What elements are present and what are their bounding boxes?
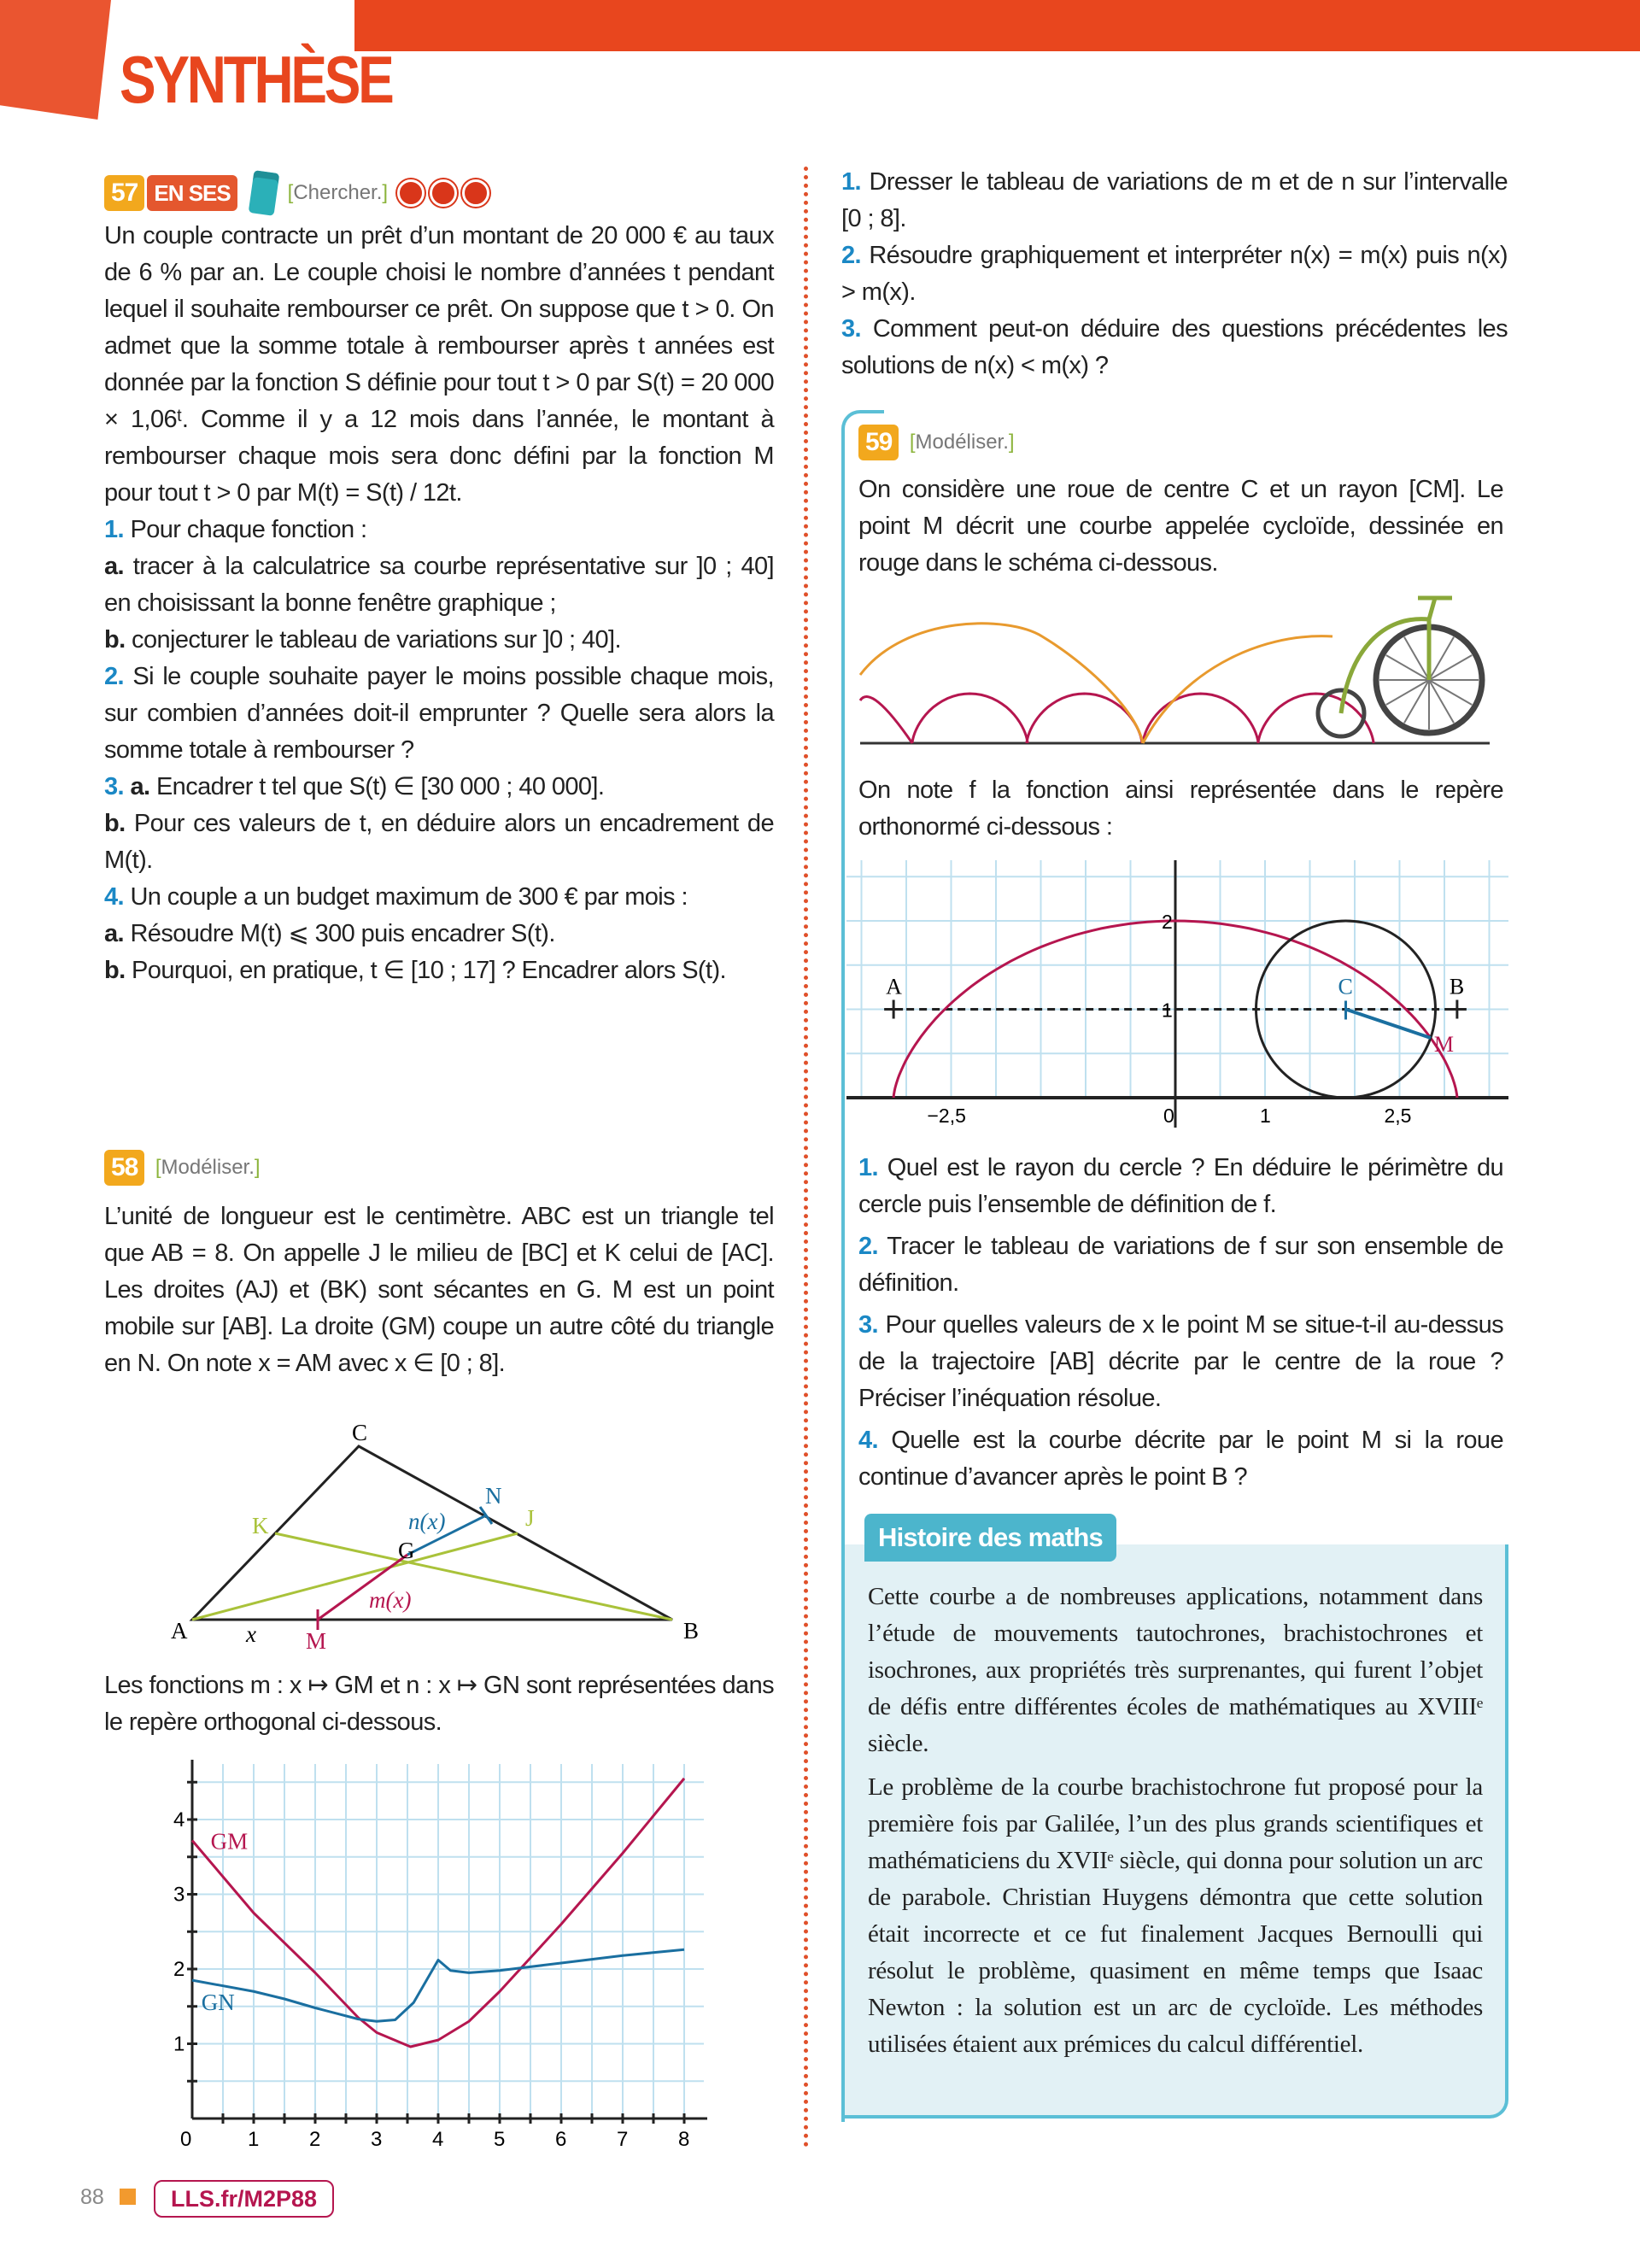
red-cycloid-arch (1258, 694, 1374, 743)
lls-link[interactable]: LLS.fr/M2P88 (154, 2180, 334, 2218)
x-tick-label: 5 (494, 2128, 506, 2151)
red-cycloid-arch (1143, 694, 1258, 743)
label-mx: m(x) (369, 1587, 412, 1613)
x-tick-label: −2,5 (927, 1105, 966, 1127)
label-b: B (1449, 974, 1465, 999)
series-label-gm: GM (210, 1828, 249, 1855)
question-number: 3. (858, 1311, 878, 1339)
cycloid-bicycle-illustration (860, 598, 1490, 743)
orange-cycloid-arch (860, 624, 1143, 743)
question-number: 4. (858, 1427, 878, 1454)
question-text: Quelle est la courbe décrite par le point M si la roue continue d’avancer après le point B ? (858, 1427, 1503, 1491)
question-number: 1. (858, 1154, 878, 1181)
label-b: B (683, 1618, 700, 1644)
subquestion-letter: b. (104, 810, 126, 837)
y-tick-label: 1 (1162, 999, 1173, 1022)
x-tick-label: 0 (1163, 1105, 1174, 1127)
x-tick-label: 6 (555, 2128, 567, 2151)
question-number: 2. (841, 242, 861, 269)
x-tick-label: 8 (678, 2128, 690, 2151)
exercise-57-header: 57 EN SES [Chercher.] (104, 172, 489, 214)
x-tick-label: 3 (371, 2128, 383, 2151)
question-text: Pour ces valeurs de t, en déduire alors un encadrement de M(t). (104, 810, 774, 874)
label-x: x (246, 1621, 256, 1647)
label-a: A (171, 1618, 188, 1644)
x-tick-label: 4 (432, 2128, 444, 2151)
page-number: 88 (80, 2185, 104, 2209)
question-text: Pour chaque fonction : (130, 516, 367, 543)
label-c: C (352, 1420, 368, 1445)
y-tick-label: 2 (1162, 911, 1173, 933)
question-text: Tracer le tableau de variations de f sur son ensemble de définition. (858, 1233, 1503, 1297)
label-a: A (886, 974, 902, 999)
question-text: tracer à la calculatrice sa courbe représentative sur ]0 ; 40] en choisissant la bonne fenêtre graphique ; (104, 553, 774, 617)
y-tick-label: 3 (173, 1883, 185, 1907)
exercise-59-header: 59 [Modéliser.] (858, 425, 1015, 460)
cycloid-graph (846, 860, 1508, 1128)
question-number: 2. (104, 663, 124, 690)
question-text: Un couple a un budget maximum de 300 € par mois : (130, 883, 688, 911)
label-j: J (525, 1505, 535, 1531)
series-label-gn: GN (201, 1990, 235, 2016)
subquestion-letter: a. (104, 553, 124, 580)
y-tick-label: 4 (173, 1808, 185, 1831)
question-text: Quel est le rayon du cercle ? En déduire le périmètre du cercle puis l’ensemble de définition de f. (858, 1154, 1503, 1218)
y-tick-label: 1 (173, 2032, 185, 2056)
skill-label: Modéliser. (161, 1156, 255, 1179)
orange-cycloid-arch (1143, 636, 1332, 743)
question-text: conjecturer le tableau de variations sur ]0 ; 40]. (132, 626, 621, 653)
x-tick-label: 7 (617, 2128, 629, 2151)
x-tick-label: 1 (1260, 1105, 1271, 1127)
skill-label: Modéliser. (915, 431, 1009, 454)
question-text: Résoudre graphiquement et interpréter n(x) = m(x) puis n(x) > m(x). (841, 242, 1508, 306)
exercise-number: 57 (104, 175, 144, 211)
skill-label: Chercher. (293, 181, 383, 204)
question-text: Pour quelles valeurs de x le point M se situe-t-il au-dessus de la trajectoire [AB] décrite par le centre de la roue ? Préciser l’inéquation résolue. (858, 1311, 1503, 1412)
question-text: Résoudre M(t) ⩽ 300 puis encadrer S(t). (130, 920, 555, 947)
y-tick-label: 2 (173, 1958, 185, 1981)
exercise-number: 58 (104, 1150, 144, 1186)
exercise-59-intro: On considère une roue de centre C et un rayon [CM]. Le point M décrit une courbe appelée cycloïde, dessinée en rouge dans le schéma ci-dessous. (858, 476, 1503, 577)
question-text: Encadrer t tel que S(t) ∈ [30 000 ; 40 000]. (155, 773, 605, 800)
subquestion-letter: b. (104, 957, 126, 984)
label-nx: n(x) (408, 1509, 446, 1534)
question-number: 2. (858, 1233, 878, 1260)
subquestion-letter: a. (130, 773, 150, 800)
question-text: Pourquoi, en pratique, t ∈ [10 ; 17] ? Encadrer alors S(t). (132, 957, 726, 984)
question-text: Comment peut-on déduire des questions précédentes les solutions de n(x) < m(x) ? (841, 315, 1508, 379)
question-number: 3. (104, 773, 124, 800)
question-number: 1. (104, 516, 124, 543)
exercise-57-intro: Un couple contracte un prêt d’un montant de 20 000 € au taux de 6 % par an. Le couple choisi le nombre d’années t pendant lequel il souhaite rembourser ce prêt. On suppose que t > 0. On admet que la somme totale à rembourser après t années est donnée par la fonction S définie pour tout t > 0 par S(t) = 20 000 × 1,06ᵗ. Comme il y a 12 mois dans l’année, le montant à rembourser chaque mois sera donc défini par la fonction M pour tout t > 0 par M(t) = S(t) / 12t. (104, 222, 774, 507)
question-number: 4. (104, 883, 124, 911)
subquestion-letter: a. (104, 920, 124, 947)
exercise-58-intro: L’unité de longueur est le centimètre. ABC est un triangle tel que AB = 8. On appelle J le milieu de [BC] et K celui de [AC]. Les droites (AJ) et (BK) sont sécantes en G. M est un point mobile sur [AB]. La droite (GM) coupe un autre côté du triangle en N. On note x = AM avec x ∈ [0 ; 8]. (104, 1203, 774, 1377)
history-paragraph-2: Le problème de la courbe brachistochrone fut proposé pour la première fois par Galilée, l’un des plus grands scientifiques et mathématiciens du XVIIᵉ siècle, qui donna pour solution un arc de parabole. Christian Huygens démontra que cette solution était incorrecte et ce fut finalement Jacques Bernoulli qui résolut le problème, quasiment en même temps que Isaac Newton : la solution est un arc de cycloïde. Les méthodes utilisées étaient aux prémices du calcul différentiel. (868, 1773, 1483, 2058)
history-title: Histoire des maths (864, 1514, 1116, 1562)
exercise-58-header: 58 [Modéliser.] (104, 1150, 261, 1186)
x-tick-label: 0 (180, 2128, 192, 2151)
label-m: M (1433, 1031, 1454, 1057)
gm-gn-chart (173, 1760, 707, 2151)
exercise-number: 59 (858, 425, 899, 460)
history-paragraph-1: Cette courbe a de nombreuses applications, notamment dans l’étude de mouvements tautochrones, brachistochrones et isochrones, aux propriétés très surprenantes, qui furent l’objet de défis entre différentes écoles de mathématiques au XVIIIᵉ siècle. (868, 1583, 1483, 1757)
exercise-59-note: On note f la fonction ainsi représentée dans le repère orthonormé ci-dessous : (858, 777, 1503, 841)
exercise-58-after: Les fonctions m : x ↦ GM et n : x ↦ GN sont représentées dans le repère orthogonal ci-dessous. (104, 1672, 774, 1736)
red-cycloid-arch (912, 694, 1028, 743)
red-cycloid-arch (860, 697, 912, 743)
question-text: Dresser le tableau de variations de m et de n sur l’intervalle [0 ; 8]. (841, 168, 1508, 232)
label-c: C (1338, 974, 1353, 999)
label-g: G (398, 1538, 415, 1563)
x-tick-label: 1 (248, 2128, 260, 2151)
label-m: M (306, 1628, 327, 1654)
question-number: 1. (841, 168, 861, 196)
label-k: K (252, 1513, 269, 1538)
x-tick-label: 2 (309, 2128, 321, 2151)
subquestion-letter: b. (104, 626, 126, 653)
en-ses-tag: EN SES (147, 175, 237, 211)
red-cycloid-arch (1027, 694, 1142, 743)
x-tick-label: 2,5 (1384, 1105, 1412, 1127)
label-n: N (485, 1483, 502, 1509)
question-number: 3. (841, 315, 861, 343)
page-title: SYNTHÈSE (120, 42, 392, 117)
question-text: Si le couple souhaite payer le moins possible chaque mois, sur combien d’années doit-il emprunter ? Quelle sera alors la somme totale à rembourser ? (104, 663, 774, 764)
